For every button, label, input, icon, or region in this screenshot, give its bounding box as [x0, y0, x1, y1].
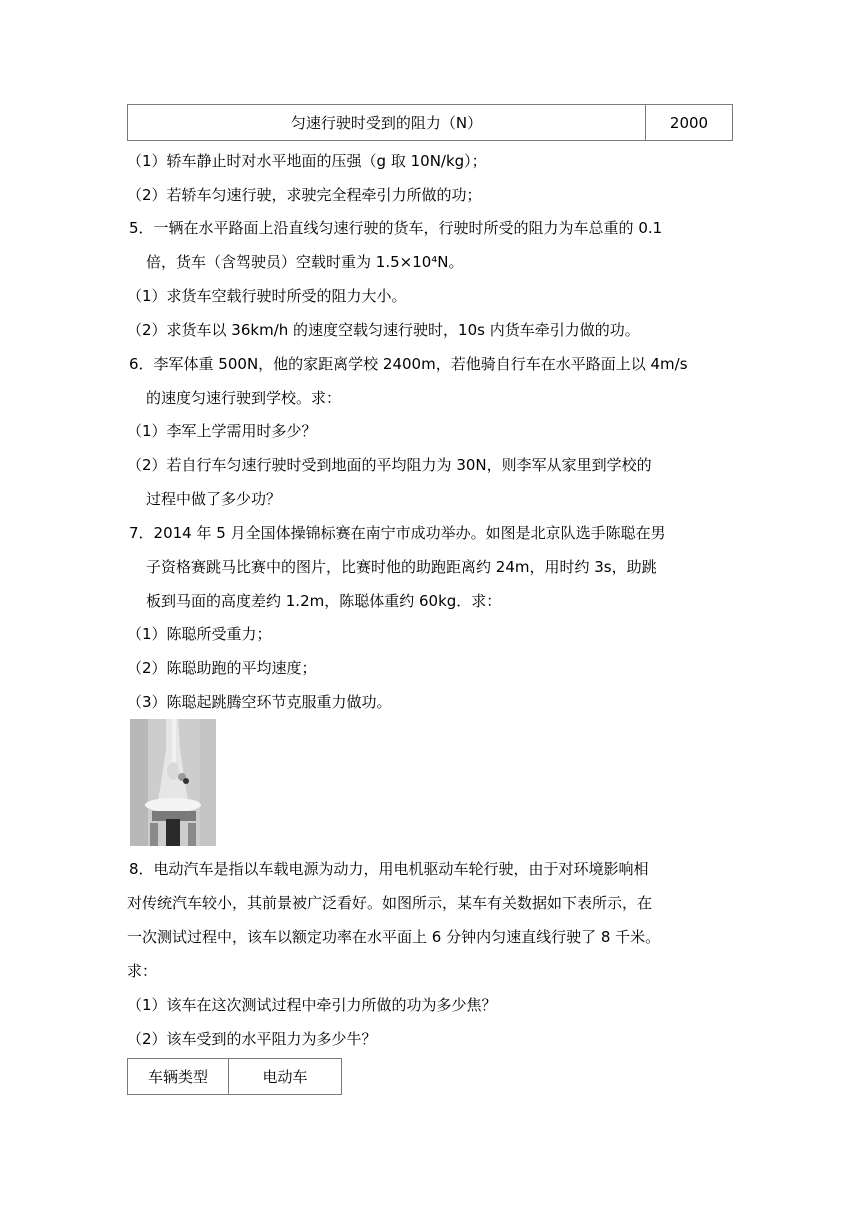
- text-line: 板到马面的高度差约 1.2m，陈聪体重约 60kg．求：: [146, 592, 502, 610]
- text-line: （3）陈聪起跳腾空环节克服重力做功。: [127, 693, 392, 711]
- text-line: 子资格赛跳马比赛中的图片，比赛时他的助跑距离约 24m，用时约 3s，助跳: [146, 558, 657, 576]
- vehicle-table: [127, 1058, 342, 1095]
- text-line: （2）求货车以 36km/h 的速度空载匀速行驶时，10s 内货车牵引力做的功。: [127, 321, 640, 339]
- gymnast-vault-photo: [130, 719, 216, 846]
- text-line: （2）若轿车匀速行驶，求驶完全程牵引力所做的功；: [127, 186, 482, 204]
- text-line: （1）陈聪所受重力；: [127, 625, 272, 643]
- text-line: 倍，货车（含驾驶员）空载时重为 1.5×10⁴N。: [146, 253, 464, 271]
- text-line: （2）该车受到的水平阻力为多少牛？: [127, 1030, 377, 1048]
- text-line: 对传统汽车较小，其前景被广泛看好。如图所示，某车有关数据如下表所示，在: [127, 894, 653, 912]
- text-line: 过程中做了多少功？: [146, 490, 282, 508]
- text-line: （1）求货车空载行驶时所受的阻力大小。: [127, 287, 407, 305]
- text-line: 一次测试过程中，该车以额定功率在水平面上 6 分钟内匀速直线行驶了 8 千米。: [127, 928, 661, 946]
- table-cell-label: 匀速行驶时受到的阻力（N）: [128, 105, 646, 141]
- table-cell-value: 2000: [646, 105, 733, 141]
- text-line: （1）该车在这次测试过程中牵引力所做的功为多少焦？: [127, 996, 497, 1014]
- text-line: 求：: [127, 962, 158, 980]
- text-line: （2）陈聪助跑的平均速度；: [127, 659, 317, 677]
- text-line: 的速度匀速行驶到学校。求：: [146, 389, 342, 407]
- resistance-table: [127, 104, 733, 141]
- question-7-heading: 7．2014 年 5 月全国体操锦标赛在南宁市成功举办。如图是北京队选手陈聪在男: [129, 524, 666, 542]
- text-line: （1）李军上学需用时多少？: [127, 422, 317, 440]
- text-line: （1）轿车静止时对水平地面的压强（g 取 10N/kg）；: [127, 152, 487, 170]
- text-line: （2）若自行车匀速行驶时受到地面的平均阻力为 30N，则李军从家里到学校的: [127, 456, 652, 474]
- question-8-heading: 8．电动汽车是指以车载电源为动力，用电机驱动车轮行驶，由于对环境影响相: [129, 860, 649, 878]
- question-6-heading: 6．李军体重 500N，他的家距离学校 2400m，若他骑自行车在水平路面上以 4m/s: [129, 355, 688, 373]
- vault-photo-image: [130, 719, 216, 846]
- table-cell-label: 车辆类型: [128, 1059, 229, 1095]
- table-row: [128, 1059, 342, 1095]
- table-cell-value: 电动车: [229, 1059, 342, 1095]
- question-5-heading: 5．一辆在水平路面上沿直线匀速行驶的货车，行驶时所受的阻力为车总重的 0.1: [129, 219, 663, 237]
- table-row: [128, 105, 733, 141]
